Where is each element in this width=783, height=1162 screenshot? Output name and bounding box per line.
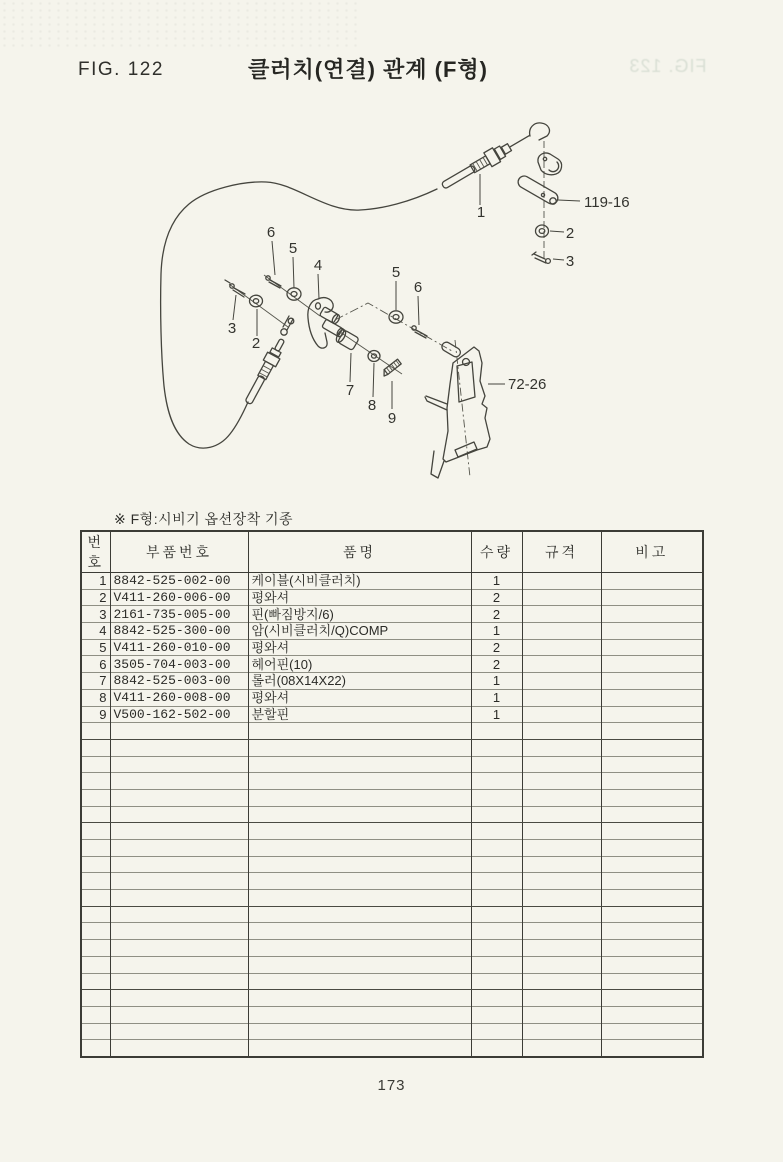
cell-spec xyxy=(522,623,601,640)
callout-8 xyxy=(368,363,376,414)
leader-line xyxy=(553,259,564,260)
cell-part: V411-260-006-00 xyxy=(110,589,248,606)
cell-spec xyxy=(522,723,601,740)
cell-spec xyxy=(522,906,601,923)
callout-label: 119-16 xyxy=(584,194,630,211)
cell-no: 3 xyxy=(81,606,110,623)
cell-remark xyxy=(601,606,703,623)
cell-spec xyxy=(522,639,601,656)
callout-119-16 xyxy=(558,194,630,211)
cell-part xyxy=(110,906,248,923)
cell-no xyxy=(81,789,110,806)
parts-table-container xyxy=(80,530,704,1058)
table-row xyxy=(81,573,703,590)
cell-name xyxy=(248,773,471,790)
leader-line xyxy=(318,274,319,299)
cell-qty xyxy=(471,873,522,890)
cell-part xyxy=(110,1006,248,1023)
cell-name xyxy=(248,840,471,857)
cell-remark xyxy=(601,706,703,723)
cell-remark xyxy=(601,1040,703,1057)
callout-label: 9 xyxy=(387,410,397,427)
cell-no xyxy=(81,823,110,840)
cell-no: 8 xyxy=(81,689,110,706)
cell-no xyxy=(81,856,110,873)
callout-2 xyxy=(550,225,574,242)
callout-layer xyxy=(228,174,630,427)
cell-remark xyxy=(601,773,703,790)
cell-spec xyxy=(522,806,601,823)
cell-no xyxy=(81,940,110,957)
cell-qty: 1 xyxy=(471,689,522,706)
parts-table-body xyxy=(81,573,703,1057)
cell-name: 핀(빠짐방지/6) xyxy=(248,606,471,623)
cell-remark xyxy=(601,573,703,590)
callout-72-26 xyxy=(488,376,546,393)
cell-no xyxy=(81,756,110,773)
cell-spec xyxy=(522,1023,601,1040)
table-row-empty xyxy=(81,806,703,823)
cell-spec xyxy=(522,606,601,623)
cell-no xyxy=(81,840,110,857)
cell-name xyxy=(248,806,471,823)
cell-part xyxy=(110,890,248,907)
cell-name xyxy=(248,723,471,740)
cell-name xyxy=(248,756,471,773)
callout-label: 2 xyxy=(565,225,575,242)
cell-name xyxy=(248,990,471,1007)
cell-qty xyxy=(471,973,522,990)
cell-name xyxy=(248,923,471,940)
cell-name: 평와셔 xyxy=(248,689,471,706)
cell-name: 케이블(시비클러치) xyxy=(248,573,471,590)
callout-7 xyxy=(346,353,354,399)
cell-no xyxy=(81,1023,110,1040)
table-header-row xyxy=(81,531,703,573)
cell-part xyxy=(110,940,248,957)
table-row-empty xyxy=(81,723,703,740)
cell-remark xyxy=(601,873,703,890)
washer-2-left xyxy=(250,295,263,307)
arm-assembly xyxy=(308,298,345,348)
cell-part: V411-260-008-00 xyxy=(110,689,248,706)
cell-remark xyxy=(601,956,703,973)
mount-bracket xyxy=(425,340,490,478)
callout-label: 4 xyxy=(313,257,323,274)
cable-end-upper xyxy=(439,129,533,193)
cell-qty xyxy=(471,940,522,957)
callout-3 xyxy=(228,295,236,337)
hair-pin-6-right xyxy=(412,326,427,338)
callout-5 xyxy=(392,264,400,310)
callout-1 xyxy=(477,174,485,221)
table-row-empty xyxy=(81,873,703,890)
table-row-empty xyxy=(81,739,703,756)
callout-label: 7 xyxy=(345,382,355,399)
table-row-empty xyxy=(81,906,703,923)
cell-spec xyxy=(522,873,601,890)
callout-2 xyxy=(252,309,260,352)
cell-no xyxy=(81,973,110,990)
table-row-empty xyxy=(81,1006,703,1023)
cell-qty xyxy=(471,990,522,1007)
cell-remark xyxy=(601,789,703,806)
table-header-cell: 비고 xyxy=(601,531,703,573)
cell-no xyxy=(81,956,110,973)
cell-part xyxy=(110,840,248,857)
cell-remark xyxy=(601,906,703,923)
table-header-cell: 번호 xyxy=(81,531,110,573)
cell-no xyxy=(81,773,110,790)
cell-part: V500-162-502-00 xyxy=(110,706,248,723)
table-row xyxy=(81,606,703,623)
callout-6 xyxy=(267,224,275,275)
leader-line xyxy=(272,241,275,275)
table-row xyxy=(81,673,703,690)
cell-part xyxy=(110,873,248,890)
cell-no: 5 xyxy=(81,639,110,656)
table-row-empty xyxy=(81,840,703,857)
parts-table xyxy=(80,530,704,1058)
cell-part xyxy=(110,990,248,1007)
cell-remark xyxy=(601,890,703,907)
callout-label: 1 xyxy=(476,204,486,221)
table-row-empty xyxy=(81,940,703,957)
cell-part xyxy=(110,823,248,840)
cell-remark xyxy=(601,589,703,606)
page-number: 173 xyxy=(377,1077,406,1094)
cell-spec xyxy=(522,973,601,990)
cell-spec xyxy=(522,689,601,706)
cell-no xyxy=(81,873,110,890)
cell-part xyxy=(110,723,248,740)
cell-part xyxy=(110,973,248,990)
cell-part xyxy=(110,956,248,973)
cell-name: 헤어핀(10) xyxy=(248,656,471,673)
cable-hook xyxy=(530,123,550,140)
callout-4 xyxy=(314,257,322,299)
callout-label: 8 xyxy=(367,397,377,414)
cell-spec xyxy=(522,656,601,673)
cell-no xyxy=(81,1040,110,1057)
cell-remark xyxy=(601,673,703,690)
leader-line xyxy=(373,363,374,397)
callout-5 xyxy=(289,240,297,288)
cell-remark xyxy=(601,856,703,873)
table-row-empty xyxy=(81,856,703,873)
cell-remark xyxy=(601,1006,703,1023)
cell-qty: 2 xyxy=(471,589,522,606)
table-row-empty xyxy=(81,756,703,773)
cell-part: 8842-525-003-00 xyxy=(110,673,248,690)
cell-spec xyxy=(522,573,601,590)
table-row xyxy=(81,689,703,706)
leader-line xyxy=(233,295,236,320)
leader-line xyxy=(418,296,419,325)
cell-part: 3505-704-003-00 xyxy=(110,656,248,673)
callout-label: 5 xyxy=(391,264,401,281)
cell-qty xyxy=(471,890,522,907)
cell-spec xyxy=(522,940,601,957)
cell-qty xyxy=(471,789,522,806)
cell-no: 7 xyxy=(81,673,110,690)
cell-spec xyxy=(522,956,601,973)
cell-qty xyxy=(471,1006,522,1023)
cell-remark xyxy=(601,723,703,740)
callout-label: 3 xyxy=(565,253,575,270)
leader-line xyxy=(558,200,580,201)
parts-diagram xyxy=(0,0,783,510)
cell-name xyxy=(248,1040,471,1057)
cell-spec xyxy=(522,840,601,857)
cell-name xyxy=(248,973,471,990)
washer-5-left xyxy=(287,288,301,300)
cell-no: 2 xyxy=(81,589,110,606)
cell-qty xyxy=(471,773,522,790)
cell-name xyxy=(248,823,471,840)
cell-qty: 1 xyxy=(471,706,522,723)
table-note: ※ F형:시비기 옵션장착 기종 xyxy=(114,509,293,531)
cell-remark xyxy=(601,756,703,773)
cell-name: 롤러(08X14X22) xyxy=(248,673,471,690)
washer-5-right xyxy=(389,311,403,323)
callout-label: 6 xyxy=(266,224,276,241)
cell-qty xyxy=(471,756,522,773)
table-header-cell: 수량 xyxy=(471,531,522,573)
pivot-rod xyxy=(440,341,462,359)
cell-spec xyxy=(522,789,601,806)
callout-3 xyxy=(553,253,574,270)
cell-qty xyxy=(471,1023,522,1040)
cell-part xyxy=(110,1040,248,1057)
cell-qty xyxy=(471,806,522,823)
cell-spec xyxy=(522,1040,601,1057)
cell-name xyxy=(248,1023,471,1040)
cell-qty xyxy=(471,840,522,857)
callout-9 xyxy=(388,381,396,427)
cell-spec xyxy=(522,773,601,790)
washer-2-right xyxy=(536,225,549,237)
table-row-empty xyxy=(81,973,703,990)
callout-label: 5 xyxy=(288,240,298,257)
callout-6 xyxy=(414,279,422,325)
callout-label: 6 xyxy=(413,279,423,296)
cell-name: 평와셔 xyxy=(248,589,471,606)
cell-spec xyxy=(522,1006,601,1023)
cell-spec xyxy=(522,739,601,756)
cell-name xyxy=(248,739,471,756)
cell-no xyxy=(81,906,110,923)
cell-name xyxy=(248,873,471,890)
cell-part xyxy=(110,739,248,756)
clevis-joint xyxy=(281,316,294,335)
cable-end-lower xyxy=(242,336,289,406)
leader-line xyxy=(293,257,294,288)
cell-qty: 1 xyxy=(471,623,522,640)
table-row xyxy=(81,639,703,656)
cell-qty xyxy=(471,823,522,840)
cell-no xyxy=(81,923,110,940)
cell-remark xyxy=(601,973,703,990)
cell-qty: 2 xyxy=(471,606,522,623)
cell-part: 8842-525-300-00 xyxy=(110,623,248,640)
cell-name xyxy=(248,906,471,923)
cell-qty: 1 xyxy=(471,573,522,590)
cell-remark xyxy=(601,639,703,656)
cell-qty xyxy=(471,906,522,923)
table-row-empty xyxy=(81,956,703,973)
cell-no: 9 xyxy=(81,706,110,723)
cell-no xyxy=(81,806,110,823)
callout-label: 3 xyxy=(227,320,237,337)
leader-line xyxy=(350,353,351,382)
table-row-empty xyxy=(81,823,703,840)
cell-part xyxy=(110,923,248,940)
page-title: 클러치(연결) 관계 (F형) xyxy=(248,57,488,82)
table-row-empty xyxy=(81,1040,703,1057)
callout-label: 72-26 xyxy=(508,376,547,393)
bleed-through-text: FIG. 123 xyxy=(628,56,707,76)
cell-part: 2161-735-005-00 xyxy=(110,606,248,623)
cell-no xyxy=(81,723,110,740)
cell-remark xyxy=(601,1023,703,1040)
cell-part xyxy=(110,773,248,790)
table-row-empty xyxy=(81,1023,703,1040)
table-row-empty xyxy=(81,890,703,907)
washer-8 xyxy=(368,351,380,362)
cell-name xyxy=(248,1006,471,1023)
cell-qty xyxy=(471,956,522,973)
cell-remark xyxy=(601,806,703,823)
cell-name: 암(시비클러치/Q)COMP xyxy=(248,623,471,640)
cell-part xyxy=(110,756,248,773)
cell-name xyxy=(248,789,471,806)
cell-no: 4 xyxy=(81,623,110,640)
table-row xyxy=(81,623,703,640)
table-row-empty xyxy=(81,923,703,940)
cell-name xyxy=(248,956,471,973)
cell-remark xyxy=(601,940,703,957)
table-row-empty xyxy=(81,773,703,790)
cell-remark xyxy=(601,923,703,940)
cell-name xyxy=(248,890,471,907)
cell-qty xyxy=(471,1040,522,1057)
callout-label: 2 xyxy=(251,335,261,352)
cell-spec xyxy=(522,856,601,873)
table-row-empty xyxy=(81,789,703,806)
cell-no xyxy=(81,739,110,756)
cell-no xyxy=(81,990,110,1007)
table-header-cell: 부품번호 xyxy=(110,531,248,573)
cell-part xyxy=(110,806,248,823)
cell-spec xyxy=(522,589,601,606)
cell-remark xyxy=(601,823,703,840)
cell-no: 6 xyxy=(81,656,110,673)
cell-name xyxy=(248,856,471,873)
stay-bracket xyxy=(516,153,562,206)
cell-qty: 2 xyxy=(471,639,522,656)
cell-part: V411-260-010-00 xyxy=(110,639,248,656)
table-row xyxy=(81,706,703,723)
cell-name xyxy=(248,940,471,957)
cell-spec xyxy=(522,890,601,907)
cell-part: 8842-525-002-00 xyxy=(110,573,248,590)
table-row xyxy=(81,656,703,673)
cell-name: 분할핀 xyxy=(248,706,471,723)
table-header-cell: 규격 xyxy=(522,531,601,573)
cell-remark xyxy=(601,990,703,1007)
leader-line xyxy=(550,231,564,232)
cell-qty xyxy=(471,723,522,740)
cell-part xyxy=(110,1023,248,1040)
cell-name: 평와셔 xyxy=(248,639,471,656)
cell-qty: 1 xyxy=(471,673,522,690)
cell-spec xyxy=(522,823,601,840)
table-row-empty xyxy=(81,990,703,1007)
table-row xyxy=(81,589,703,606)
table-header-cell: 품명 xyxy=(248,531,471,573)
cell-remark xyxy=(601,689,703,706)
cell-remark xyxy=(601,623,703,640)
cell-spec xyxy=(522,756,601,773)
figure-number: FIG. 122 xyxy=(78,59,164,80)
cell-spec xyxy=(522,673,601,690)
cell-qty: 2 xyxy=(471,656,522,673)
cell-no xyxy=(81,1006,110,1023)
cotter-pin-3-left xyxy=(225,280,245,297)
cell-no: 1 xyxy=(81,573,110,590)
cell-qty xyxy=(471,856,522,873)
cotter-pin-3-right xyxy=(532,252,550,263)
cell-spec xyxy=(522,990,601,1007)
cell-remark xyxy=(601,656,703,673)
cell-part xyxy=(110,856,248,873)
cell-qty xyxy=(471,739,522,756)
cell-qty xyxy=(471,923,522,940)
cell-no xyxy=(81,890,110,907)
cell-spec xyxy=(522,923,601,940)
cell-part xyxy=(110,789,248,806)
cell-remark xyxy=(601,739,703,756)
cell-remark xyxy=(601,840,703,857)
cell-spec xyxy=(522,706,601,723)
